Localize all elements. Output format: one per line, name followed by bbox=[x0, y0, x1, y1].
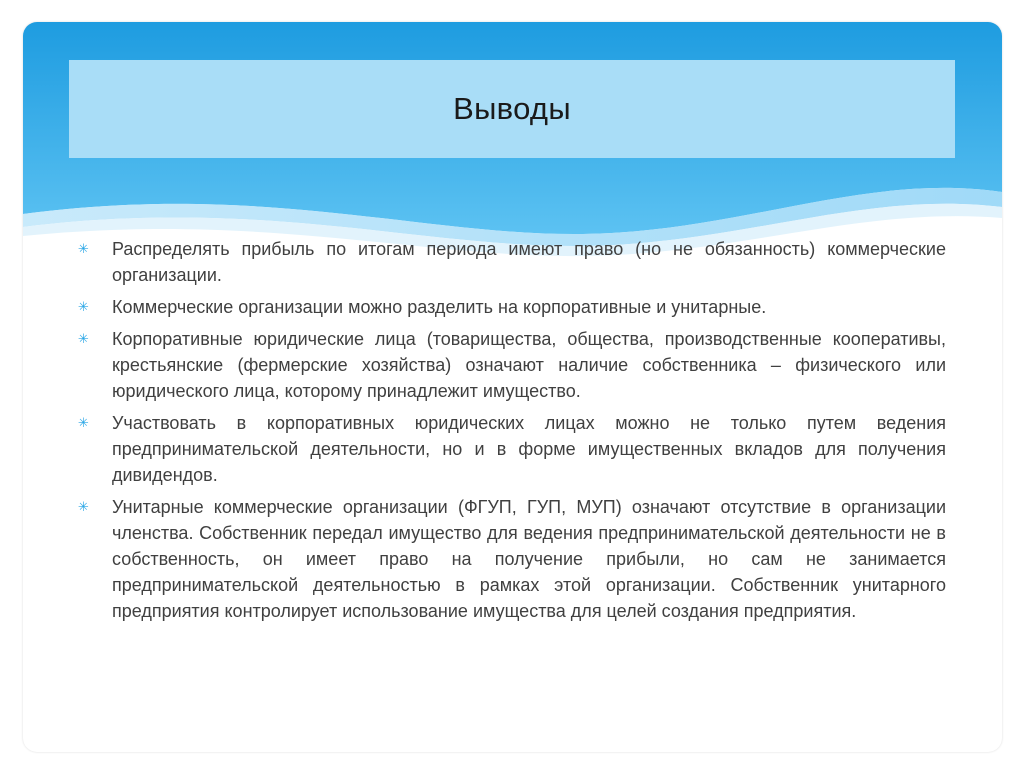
list-item-text: Корпоративные юридические лица (товарищества, общества, производственные кооперативы, крестьянские (фермерские хозяйства) означают наличие собственника – физического или юридического лица, которому принадлежит имущество. bbox=[112, 329, 946, 401]
asterisk-bullet-icon: ✳ bbox=[78, 299, 89, 314]
list-item bbox=[78, 294, 946, 320]
slide bbox=[23, 22, 1002, 752]
asterisk-bullet-icon: ✳ bbox=[78, 415, 89, 430]
slide-title: Выводы bbox=[453, 91, 571, 126]
list-item-text: Участвовать в корпоративных юридических лицах можно не только путем ведения предпринимательской деятельности, но и в форме имущественных вкладов для получения дивидендов. bbox=[112, 413, 946, 485]
list-item bbox=[78, 410, 946, 488]
list-item bbox=[78, 236, 946, 288]
list-item-text: Распределять прибыль по итогам периода имеют право (но не обязанность) коммерческие организации. bbox=[112, 239, 946, 285]
bullet-list bbox=[78, 236, 946, 630]
list-item bbox=[78, 494, 946, 624]
title-box bbox=[69, 60, 955, 158]
list-item-text: Унитарные коммерческие организации (ФГУП, ГУП, МУП) означают отсутствие в организации членства. Собственник передал имущество для ведения предпринимательской деятельности не в собственность, он имеет право на получение прибыли, но сам не занимается предпринимательской деятельностью в рамках этой организации. Собственник унитарного предприятия контролирует использование имущества для целей создания предприятия. bbox=[112, 497, 946, 621]
asterisk-bullet-icon: ✳ bbox=[78, 331, 89, 346]
asterisk-bullet-icon: ✳ bbox=[78, 499, 89, 514]
list-item-text: Коммерческие организации можно разделить на корпоративные и унитарные. bbox=[112, 297, 767, 317]
list-item bbox=[78, 326, 946, 404]
asterisk-bullet-icon: ✳ bbox=[78, 241, 89, 256]
